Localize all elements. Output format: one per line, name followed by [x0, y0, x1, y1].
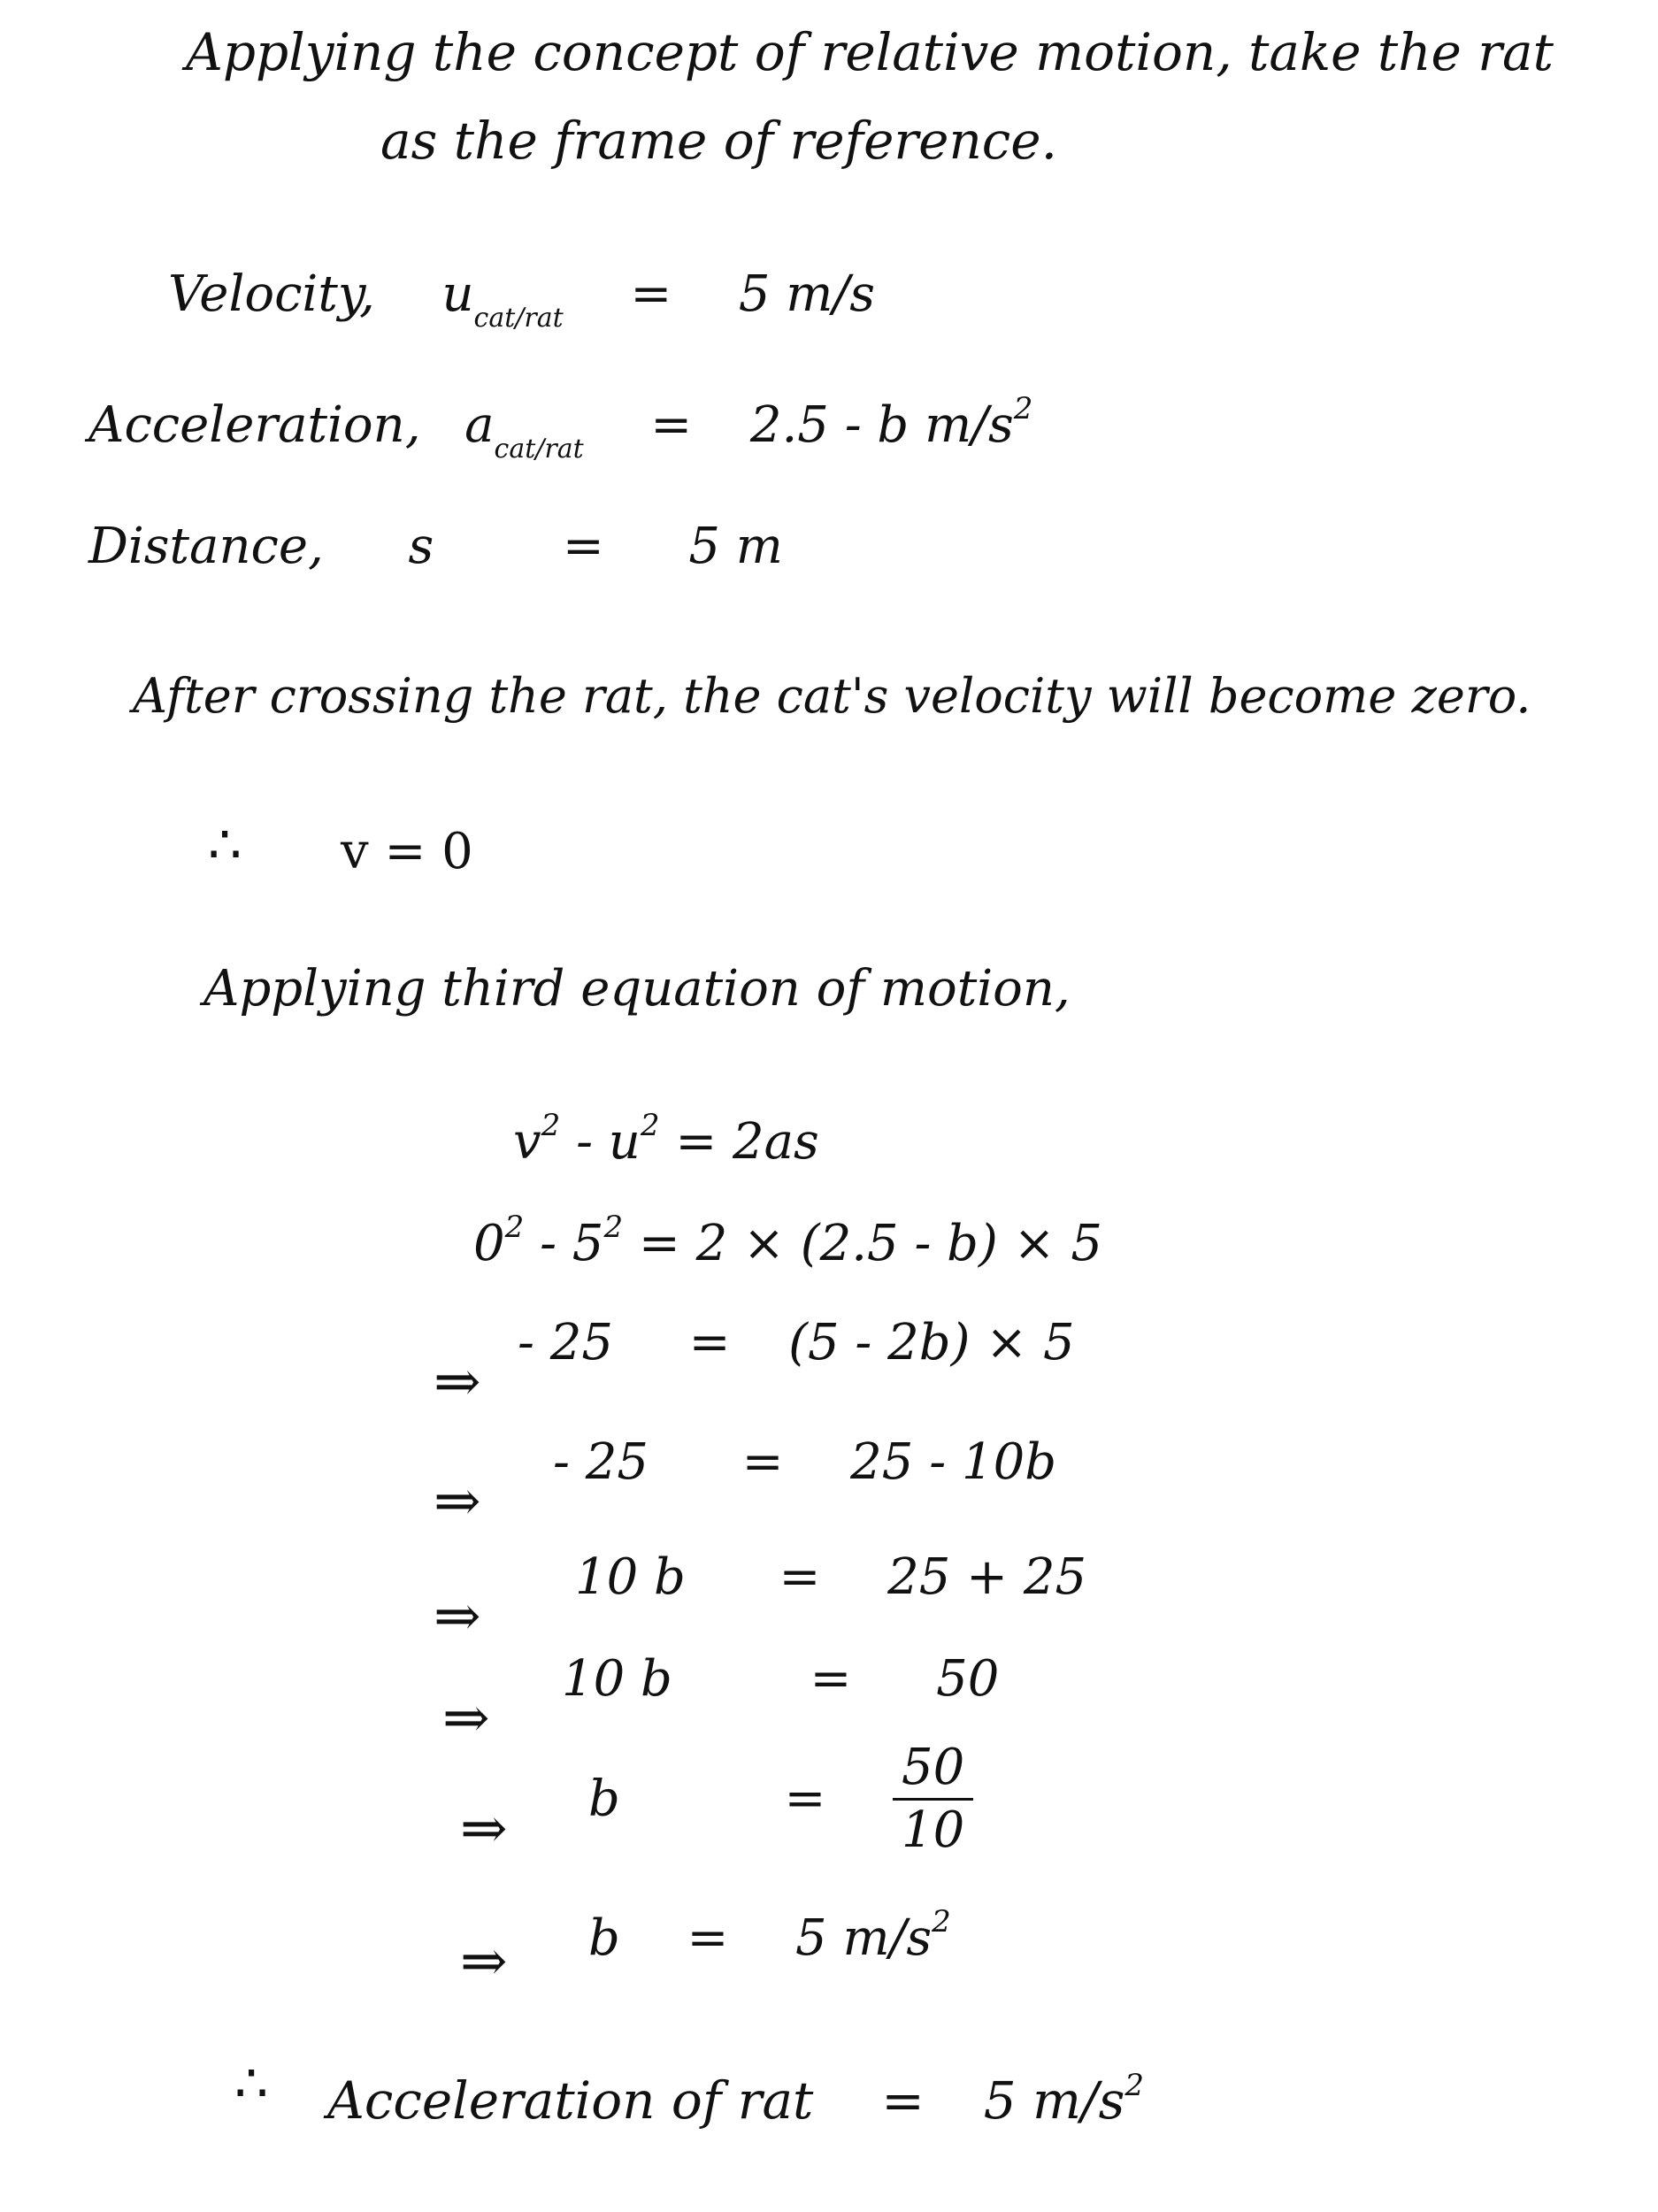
implies-icon: ⇒ — [434, 1349, 481, 1415]
final-velocity: v = 0 — [341, 823, 473, 880]
third-equation-heading: Applying third equation of motion, — [203, 960, 1071, 1018]
step-5: 10 b = 25 + 25 — [575, 1548, 1087, 1606]
conclusion-label: Acceleration of rat — [327, 2070, 814, 2131]
velocity-subscript: cat/rat — [473, 303, 564, 334]
implies-icon: ⇒ — [434, 1469, 481, 1534]
distance-symbol: s — [408, 518, 434, 575]
given-distance — [88, 518, 783, 575]
acceleration-label: Acceleration, — [88, 396, 421, 454]
step-8: b = 5 $m/s^2$ — [588, 1904, 951, 1967]
step-6: 10 b = 50 — [562, 1650, 1000, 1708]
velocity-value: 5 m/s — [738, 265, 875, 323]
intro-line-2: as the frame of reference. — [380, 111, 1058, 171]
step-7: b = $\frac{50}{10}$ — [588, 1743, 973, 1855]
statement: After crossing the rat, the cat's velocity will become zero. — [133, 668, 1531, 724]
acceleration-subscript: cat/rat — [494, 434, 584, 465]
step-1: $v^2 - u^2 = 2as$ — [513, 1108, 819, 1171]
implies-icon: ⇒ — [460, 1929, 508, 1994]
intro-line-1: Applying the concept of relative motion, take the rat — [186, 22, 1554, 82]
therefore-symbol-2: ∴ — [234, 2053, 269, 2115]
implies-icon: ⇒ — [460, 1796, 508, 1862]
distance-label: Distance, — [88, 518, 324, 575]
velocity-label: Velocity, — [168, 265, 375, 323]
conclusion-superscript: 2 — [1125, 2068, 1145, 2103]
acceleration-symbol: a — [464, 396, 495, 454]
acceleration-value: 2.5 - b m/s — [749, 396, 1014, 454]
velocity-symbol: u — [441, 265, 474, 323]
distance-value: 5 m — [688, 518, 783, 575]
step-4: - 25 = 25 - 10b — [553, 1433, 1057, 1491]
conclusion — [327, 2068, 1145, 2131]
distance-equals: = — [562, 518, 604, 575]
velocity-equals: = — [630, 265, 672, 323]
step-2: $0^2 - 5^2 = 2 \times (2.5 - b) \times 5$ — [473, 1210, 1103, 1272]
conclusion-equals: = — [881, 2070, 925, 2131]
implies-icon: ⇒ — [442, 1686, 490, 1751]
conclusion-value: 5 m/s — [983, 2070, 1125, 2131]
fraction: $\frac{50}{10}$ — [893, 1743, 973, 1855]
implies-icon: ⇒ — [434, 1584, 481, 1649]
acceleration-equals: = — [650, 396, 693, 454]
therefore-symbol-1: ∴ — [208, 814, 242, 876]
given-acceleration — [88, 391, 1033, 465]
given-velocity — [168, 265, 875, 334]
step-3: - 25 = (5 - 2b) × 5 — [518, 1314, 1075, 1371]
acceleration-superscript: 2 — [1013, 391, 1033, 426]
